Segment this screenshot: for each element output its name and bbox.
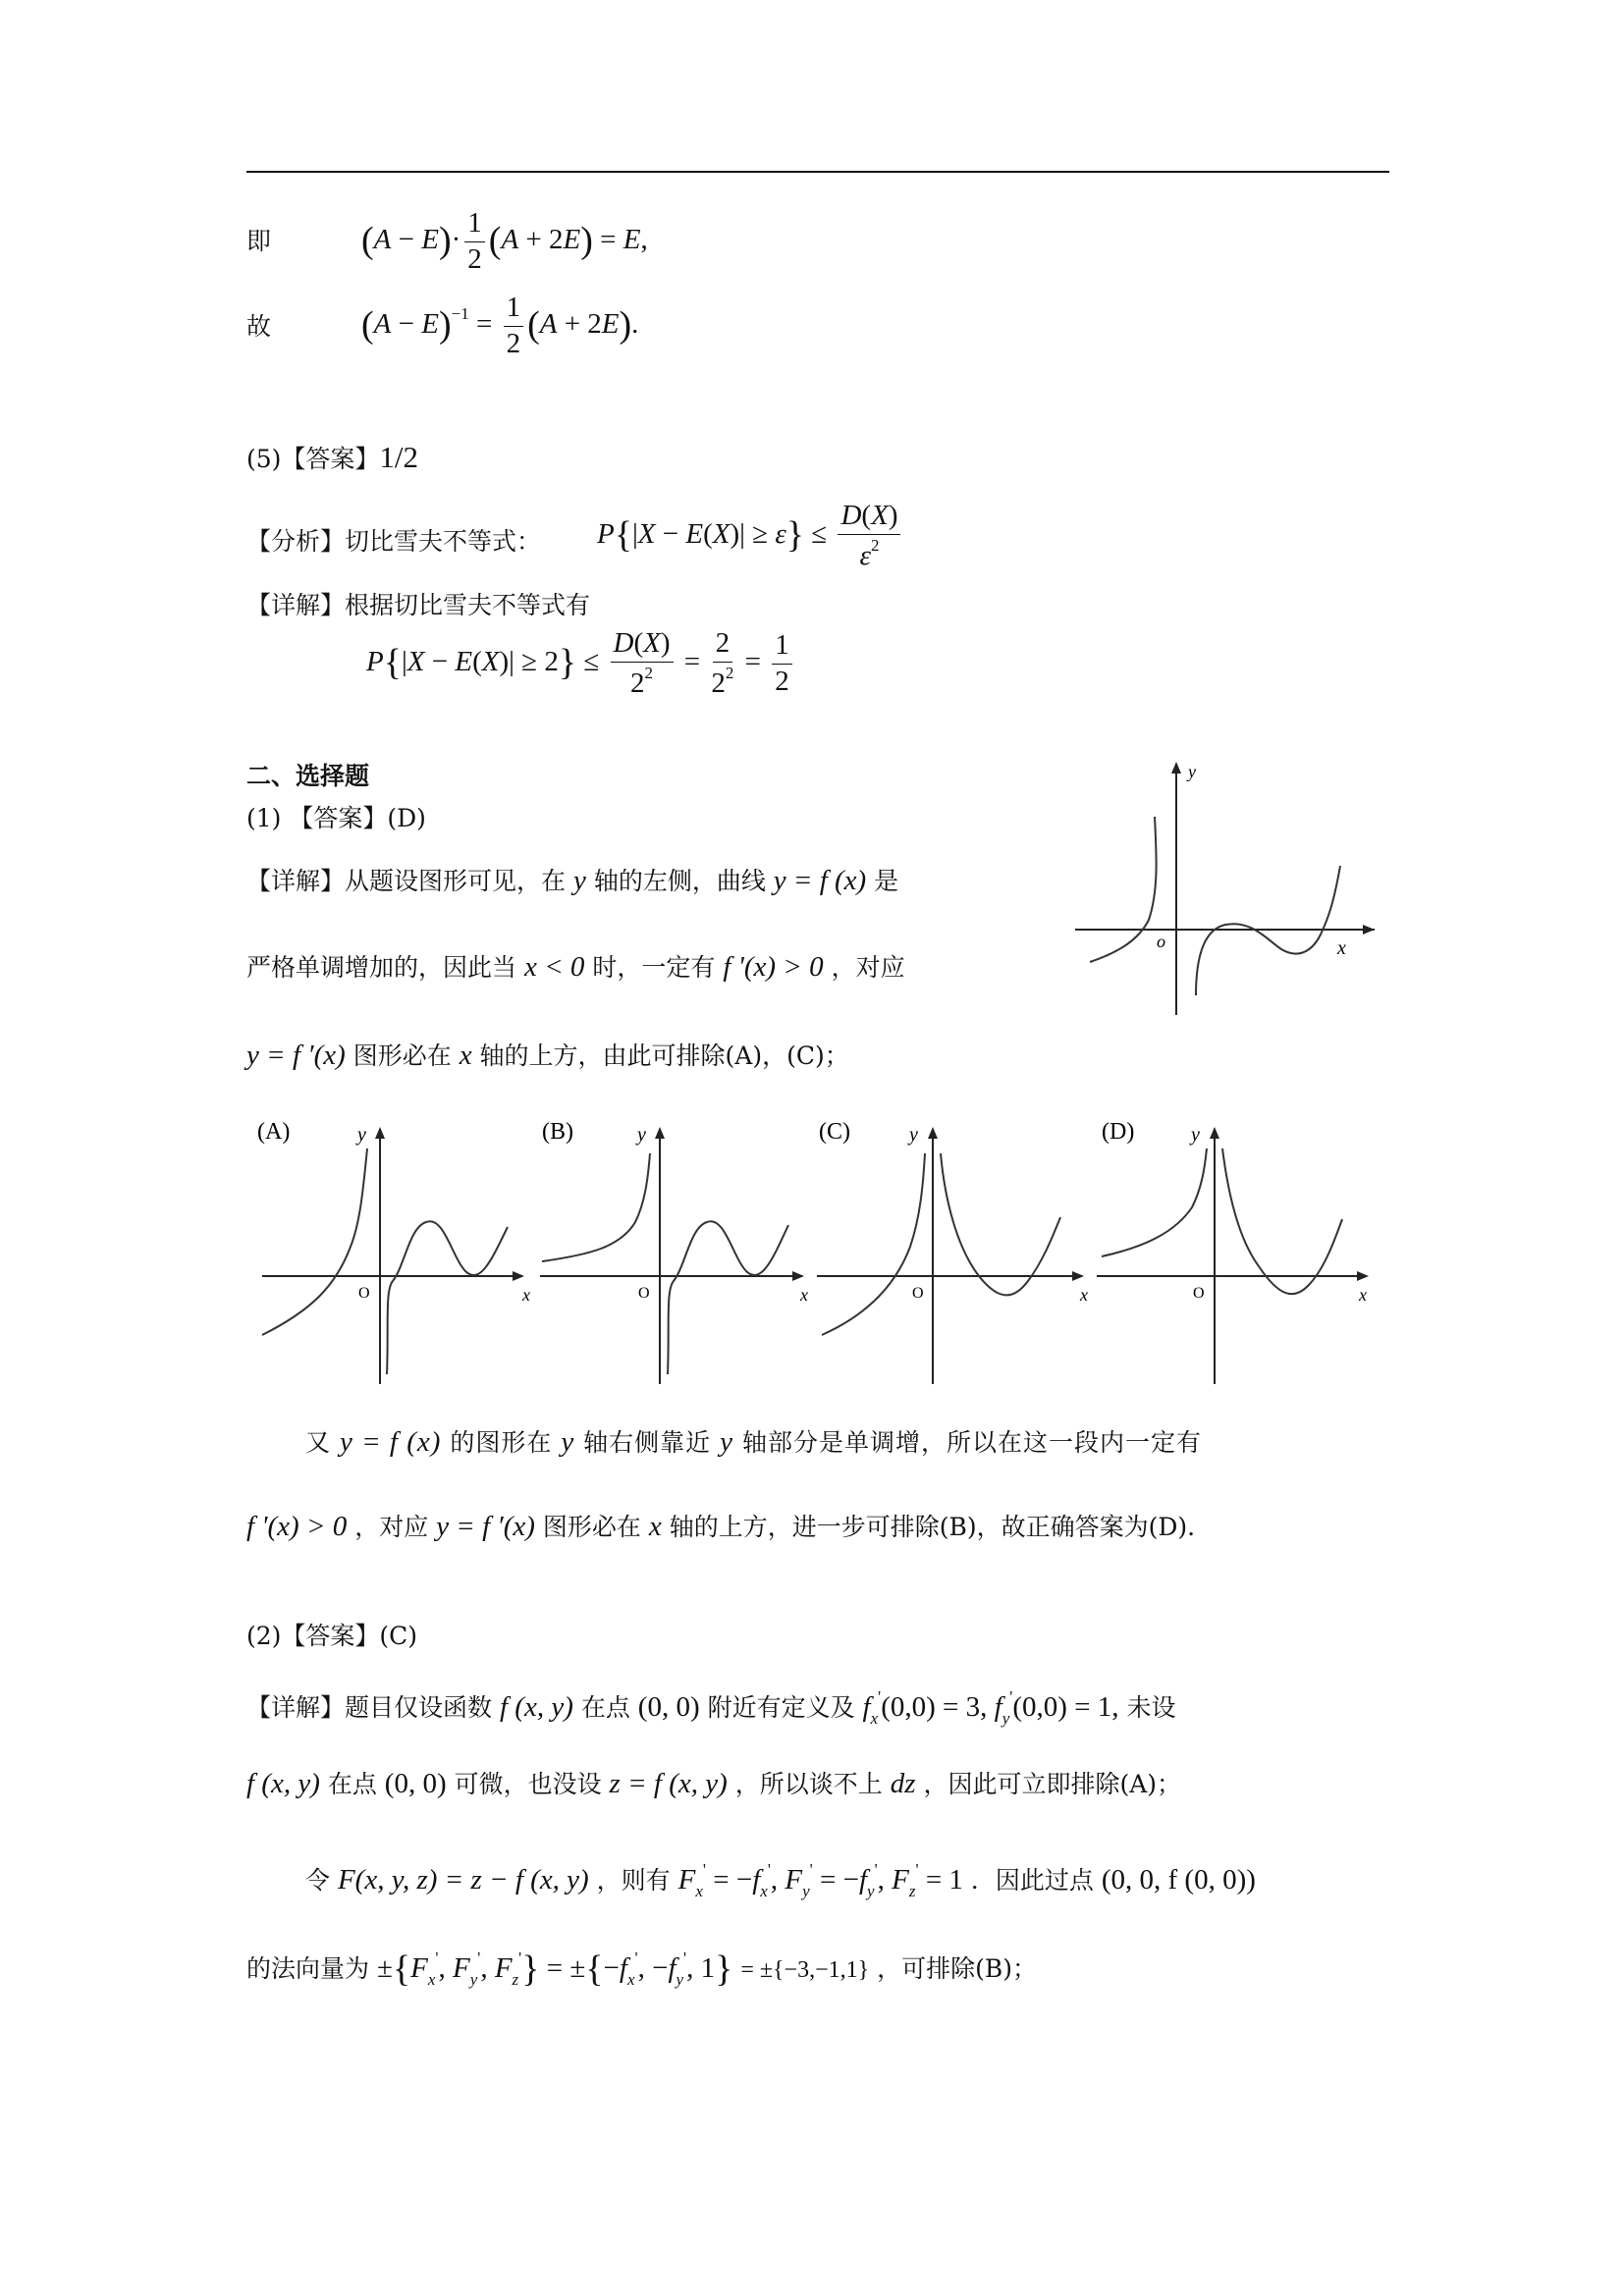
option-b bbox=[540, 1119, 808, 1384]
q2-detail-line2: f (x, y) 在点 (0, 0) 可微，也没设 z = f (x, y) ，所以谈不上 dz ，因此可立即排除(A)； bbox=[246, 1768, 1182, 1799]
q1-detail-line4: 又 y = f (x) 的图形在 y 轴右侧靠近 y 轴部分是单调增，所以在这一段内一定有 bbox=[305, 1426, 1202, 1458]
main-figure bbox=[1060, 758, 1375, 1023]
q1-detail-line1: 【详解】从题设图形可见，在 y 轴的左侧，曲线 y = f (x) 是 bbox=[246, 865, 899, 896]
option-d-label: (D) bbox=[1102, 1119, 1135, 1145]
q5-analysis: 【分析】切比雪夫不等式： bbox=[246, 527, 542, 556]
label-ji: 即 bbox=[246, 227, 272, 255]
formula-gu: $(A - E)^{-1}$ = $\frac{1}{2}$ (A + 2E). bbox=[361, 292, 639, 359]
main-x-label: x bbox=[1337, 937, 1346, 959]
svg-text:y: y bbox=[1191, 1124, 1200, 1146]
q1-answer: (1) 【答案】(D) bbox=[246, 804, 426, 832]
svg-text:y: y bbox=[357, 1124, 366, 1146]
q2-detail-line4: 的法向量为 $\pm\{F_x'$, $F_y'$, $F_z'\} = \pm\{-f_x'$, $-f_y'$, 1} = ±{−3,−1,1} ，可排除(B)； bbox=[246, 1949, 1037, 1990]
option-a-label: (A) bbox=[257, 1119, 291, 1145]
option-d bbox=[1097, 1119, 1369, 1384]
svg-text:O: O bbox=[358, 1285, 370, 1302]
q5-detail: 【详解】根据切比雪夫不等式有 bbox=[246, 591, 591, 619]
q2-detail-line3: 令 F(x, y, z) = z − f (x, y) ，则有 $F_x' = -f_x'$, $F_y' = -f_y'$, $F_z' = 1$ ．因此过点 (0, 0, f (0, 0)) bbox=[305, 1860, 1256, 1900]
svg-text:x: x bbox=[1359, 1285, 1367, 1305]
formula-ji: (A − E)· $\frac{1}{2}$ (A + 2E) = E, bbox=[361, 207, 648, 275]
svg-text:x: x bbox=[800, 1285, 808, 1305]
svg-text:O: O bbox=[912, 1285, 924, 1302]
option-c-label: (C) bbox=[819, 1119, 850, 1145]
q1-detail-line2: 严格单调增加的，因此当 x < 0 时，一定有 f '(x) > 0 ，对应 bbox=[246, 951, 905, 983]
header-rule bbox=[246, 171, 1389, 173]
svg-text:y: y bbox=[637, 1124, 646, 1146]
svg-text:y: y bbox=[909, 1124, 918, 1146]
svg-text:x: x bbox=[1080, 1285, 1088, 1305]
section-title: 二、选择题 bbox=[246, 762, 370, 790]
svg-text:O: O bbox=[1193, 1285, 1205, 1302]
q2-detail-line1: 【详解】题目仅设函数 f (x, y) 在点 (0, 0) 附近有定义及 $f_x'(0,0) = 3$, $f_y'(0,0) = 1$, 未设 bbox=[246, 1687, 1176, 1728]
option-c bbox=[817, 1119, 1088, 1384]
q2-answer: (2)【答案】(C) bbox=[246, 1622, 418, 1650]
q1-detail-line5: f '(x) > 0 ，对应 y = f ′(x) 图形必在 x 轴的上方，进一步可排除(B)，故正确答案为(D). bbox=[246, 1511, 1196, 1542]
q1-detail-line3: y = f ′(x) 图形必在 x 轴的上方，由此可排除(A)，(C)； bbox=[246, 1040, 849, 1071]
svg-text:x: x bbox=[522, 1285, 530, 1305]
q5-answer: (5)【答案】1/2 bbox=[246, 440, 419, 474]
label-gu: 故 bbox=[246, 312, 272, 341]
main-y-label: y bbox=[1188, 762, 1196, 781]
main-origin-label: o bbox=[1157, 932, 1165, 951]
option-b-label: (B) bbox=[542, 1119, 573, 1145]
chebyshev-computation: P{|X − E(X)| ≥ 2} ≤ $\frac{D(X)}{2^2}$ = $\frac{2}{2^2}$ = $\frac{1}{2}$ bbox=[366, 628, 796, 700]
svg-text:O: O bbox=[638, 1285, 650, 1302]
option-a bbox=[257, 1119, 530, 1384]
options-figure bbox=[257, 1109, 1377, 1389]
chebyshev-formula: P{|X − E(X)| ≥ ε} ≤ $\frac{D(X)}{\varepsilon^2}$ bbox=[597, 501, 904, 572]
